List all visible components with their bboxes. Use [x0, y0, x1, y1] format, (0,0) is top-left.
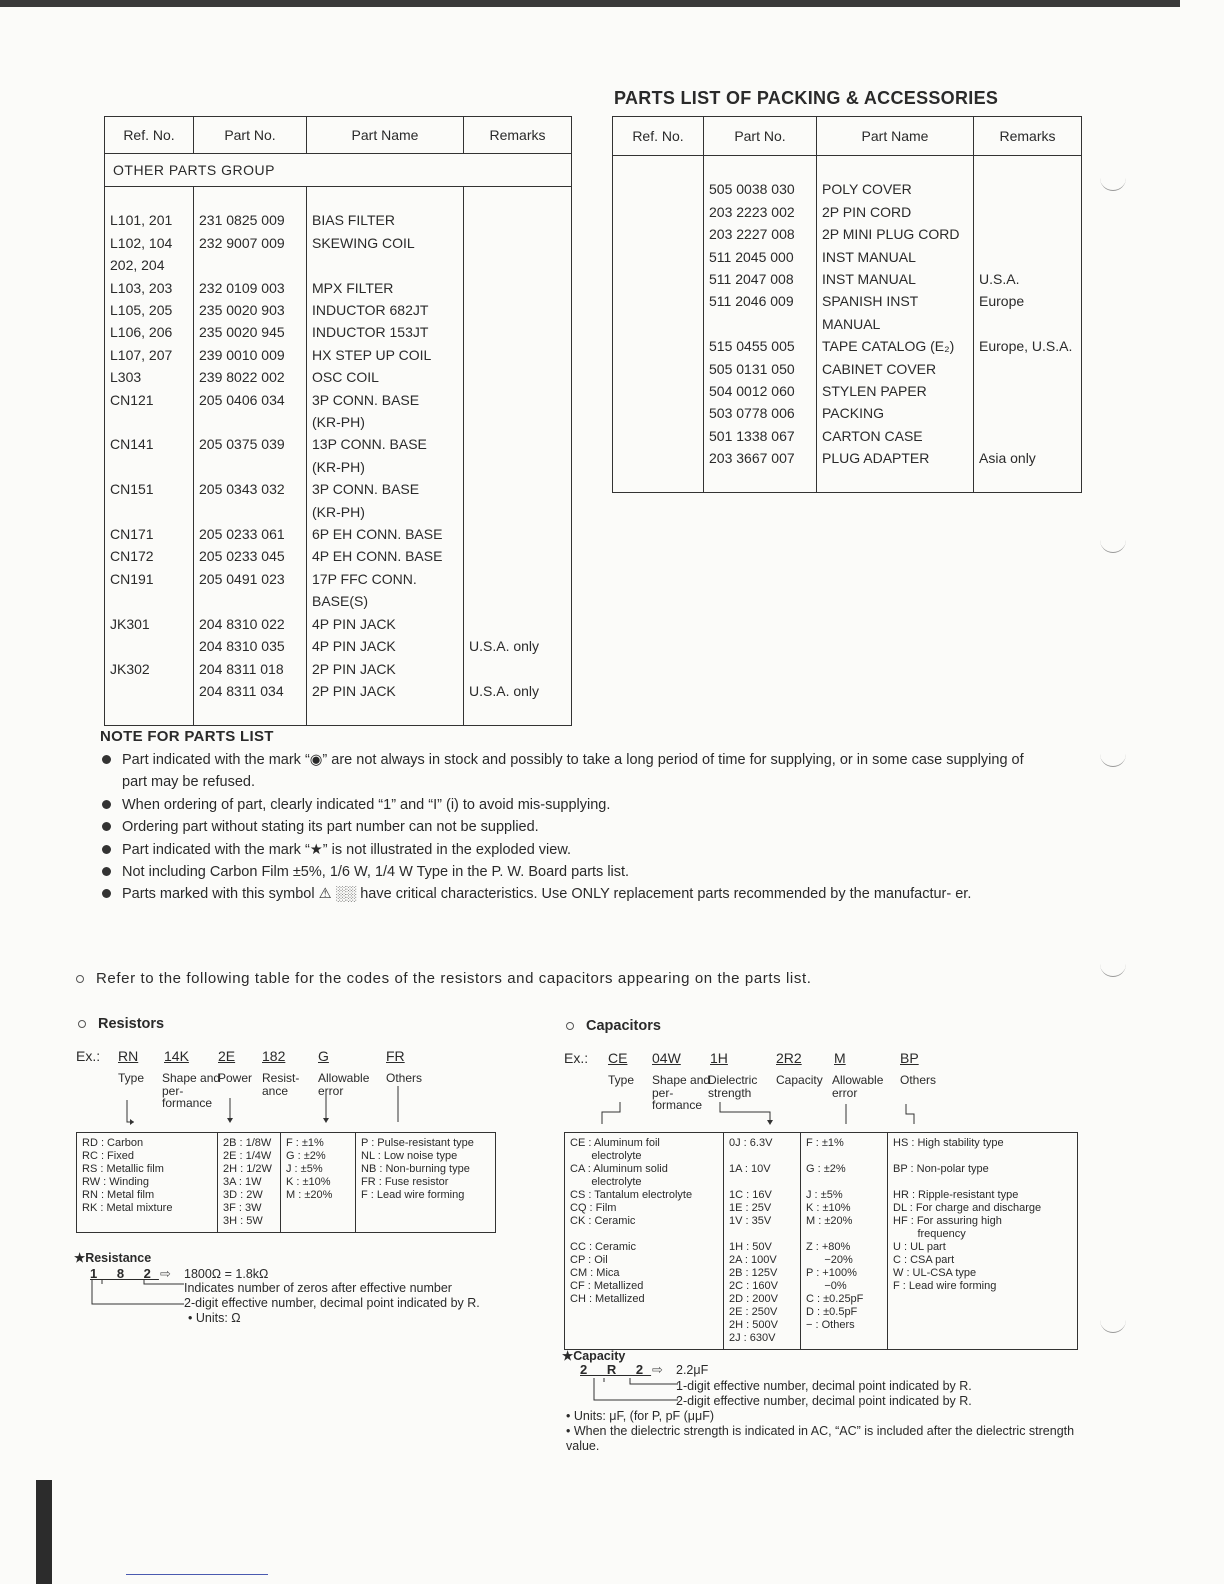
remarks-cell: [464, 299, 572, 321]
remarks-cell: Europe: [974, 290, 1082, 312]
capacity-note-1: 1-digit effective number, decimal point indicated by R.: [676, 1379, 972, 1393]
capacity-example: 2 R 2: [580, 1362, 652, 1377]
refer-text: Refer to the following table for the codes of the resistors and capacitors appearing on the parts list.: [76, 970, 812, 987]
part-no-cell: 205 0406 034: [194, 389, 307, 411]
remarks-cell: [464, 321, 572, 343]
part-no-cell: 232 0109 003: [194, 277, 307, 299]
part-no-cell: 515 0455 005: [704, 335, 817, 357]
resistor-type-codes: RD : Carbon RC : Fixed RS : Metallic film RW : Winding RN : Metal film RK : Metal mixture: [82, 1137, 173, 1214]
punch-hole-mark: [1100, 176, 1126, 191]
table-row: [613, 223, 1082, 245]
remarks-cell: [464, 411, 572, 433]
ref-no-cell: [613, 313, 704, 335]
note-item: Ordering part without stating its part number can not be supplied.: [100, 816, 1040, 838]
ref-no-cell: CN172: [110, 548, 154, 565]
part-no-cell: [704, 313, 817, 335]
table-row: [613, 380, 1082, 402]
resistor-code-resistance: 182: [262, 1048, 286, 1064]
resistor-code-power: 2E: [218, 1048, 236, 1064]
table-row: [613, 425, 1082, 447]
table-row: [105, 366, 572, 388]
table-row: [105, 680, 572, 702]
part-name-cell: INDUCTOR 682JT: [307, 299, 464, 321]
remarks-cell: [464, 501, 572, 523]
remarks-cell: [464, 478, 572, 500]
part-name-cell: TAPE CATALOG (E₂): [817, 335, 974, 357]
remarks-cell: [974, 246, 1082, 268]
remarks-cell: [464, 456, 572, 478]
capacitor-voltage-codes: 0J : 6.3V 1A : 10V 1C : 16V 1E : 25V 1V : 35V 1H : 50V 2A : 100V 2B : 125V 2C : 160V 2D : 200V 2E : 250V 2H : 500V 2J : 630V: [724, 1133, 801, 1350]
part-no-cell: [194, 501, 307, 523]
part-name-cell: (KR-PH): [307, 411, 464, 433]
resistor-power-codes: 2B : 1/8W 2E : 1/4W 2H : 1/2W 3A : 1W 3D : 2W 3F : 3W 3H : 5W: [218, 1133, 281, 1233]
part-name-cell: BIAS FILTER: [307, 209, 464, 231]
part-no-cell: [194, 590, 307, 612]
table-row: [613, 358, 1082, 380]
part-name-cell: INDUCTOR 153JT: [307, 321, 464, 343]
ref-no-cell: L105, 205: [110, 302, 173, 319]
capacity-note-2: 2-digit effective number, decimal point indicated by R.: [676, 1394, 972, 1408]
note-item: Part indicated with the mark “◉” are not always in stock and possibly to take a long period of time for supplying, or in some case supplying of part may be refused.: [100, 749, 1040, 794]
ref-no-cell: L101, 201: [110, 212, 173, 229]
remarks-cell: [464, 613, 572, 635]
resistor-ex-label: Ex.:: [76, 1048, 101, 1064]
ref-no-cell: [613, 380, 704, 402]
table-row: [613, 178, 1082, 200]
ref-no-cell: L102, 104: [110, 234, 173, 251]
capacitor-label-dielectric: Dielectric strength: [708, 1073, 758, 1100]
part-name-cell: 3P CONN. BASE: [307, 478, 464, 500]
capacitor-code-table: [564, 1132, 1078, 1350]
table-row: [105, 456, 572, 478]
remarks-cell: [974, 358, 1082, 380]
part-name-cell: 4P EH CONN. BASE: [307, 545, 464, 567]
remarks-cell: [974, 402, 1082, 424]
remarks-cell: [464, 658, 572, 680]
arrow-icon: ⇨: [160, 1266, 171, 1281]
notes-title: NOTE FOR PARTS LIST: [100, 728, 274, 745]
ref-no-cell: [105, 411, 194, 433]
ref-no-cell: [105, 680, 194, 702]
ref-no-cell: [613, 402, 704, 424]
remarks-cell: [974, 178, 1082, 200]
part-no-cell: 504 0012 060: [704, 380, 817, 402]
ref-no-cell: [105, 501, 194, 523]
capacitor-error-codes: F : ±1% G : ±2% J : ±5% K : ±10% M : ±20% Z : +80% −20% P : +100% −0% C : ±0.25pF D : ±0.5pF − : Others: [801, 1133, 888, 1350]
capacitor-code-dielectric: 1H: [710, 1050, 728, 1066]
capacitor-code-capacity: 2R2: [776, 1050, 802, 1066]
resistor-error-codes: F : ±1% G : ±2% J : ±5% K : ±10% M : ±20%: [281, 1133, 356, 1233]
table-row: [105, 590, 572, 612]
part-no-cell: 239 0010 009: [194, 344, 307, 366]
part-no-cell: 205 0491 023: [194, 568, 307, 590]
resistor-code-shape: 14K: [164, 1048, 189, 1064]
capacitor-ex-label: Ex.:: [564, 1050, 589, 1066]
part-name-cell: PACKING: [817, 402, 974, 424]
remarks-cell: [464, 545, 572, 567]
part-name-cell: 2P PIN JACK: [307, 680, 464, 702]
header-part-no: Part No.: [194, 117, 307, 154]
remarks-cell: [464, 277, 572, 299]
part-no-cell: 203 3667 007: [704, 447, 817, 469]
header-ref-no: Ref. No.: [105, 117, 194, 154]
remarks-cell: [464, 232, 572, 254]
part-no-cell: 501 1338 067: [704, 425, 817, 447]
resistor-code-table: [76, 1132, 496, 1233]
table-row: [105, 568, 572, 590]
ref-no-cell: 202, 204: [110, 257, 165, 274]
capacitor-label-error: Allowable error: [832, 1073, 884, 1100]
table-row: [613, 335, 1082, 357]
remarks-cell: [974, 425, 1082, 447]
ref-no-cell: CN171: [110, 526, 154, 543]
remarks-cell: Asia only: [974, 447, 1082, 469]
resistor-label-error: Allowable error: [318, 1071, 370, 1098]
ref-no-cell: [613, 246, 704, 268]
part-no-cell: 205 0233 045: [194, 545, 307, 567]
packing-table: [612, 116, 1082, 493]
table-row: [613, 246, 1082, 268]
resistor-label-type: Type: [118, 1071, 145, 1085]
part-name-cell: 6P EH CONN. BASE: [307, 523, 464, 545]
punch-hole-mark: [1100, 962, 1126, 977]
group-title: OTHER PARTS GROUP: [105, 154, 572, 187]
part-no-cell: 239 8022 002: [194, 366, 307, 388]
header-part-name: Part Name: [817, 117, 974, 156]
capacitor-others-codes: HS : High stability type BP : Non-polar type HR : Ripple-resistant type DL : For charge and discharge HF : For assuring high frequency U : UL part C : CSA part W : UL-CSA type F : Lead wire forming: [888, 1133, 1078, 1350]
ref-no-cell: [105, 456, 194, 478]
ref-no-cell: L107, 207: [110, 346, 173, 363]
table-row: [105, 523, 572, 545]
remarks-cell: [464, 366, 572, 388]
part-name-cell: 13P CONN. BASE: [307, 433, 464, 455]
resistance-example: 1 8 2: [90, 1266, 159, 1281]
capacitor-code-others: BP: [900, 1050, 919, 1066]
table-row: [105, 277, 572, 299]
part-no-cell: 203 2223 002: [704, 201, 817, 223]
remarks-cell: [464, 389, 572, 411]
part-no-cell: 511 2046 009: [704, 290, 817, 312]
table-row: [105, 389, 572, 411]
part-no-cell: 511 2047 008: [704, 268, 817, 290]
capacitor-label-others: Others: [900, 1073, 937, 1087]
part-no-cell: 232 9007 009: [194, 232, 307, 254]
capacitor-code-type: CE: [608, 1050, 628, 1066]
capacitor-code-error: M: [834, 1050, 846, 1066]
remarks-cell: [464, 344, 572, 366]
part-name-cell: 3P CONN. BASE: [307, 389, 464, 411]
remarks-cell: [464, 523, 572, 545]
resistor-label-power: Power: [218, 1071, 253, 1085]
other-parts-table: [104, 116, 572, 726]
punch-hole-mark: [1100, 752, 1126, 767]
ref-no-cell: [105, 635, 194, 657]
remarks-cell: [974, 201, 1082, 223]
remarks-cell: Europe, U.S.A.: [974, 335, 1082, 357]
part-no-cell: 205 0343 032: [194, 478, 307, 500]
ref-no-cell: [613, 268, 704, 290]
ref-no-cell: CN191: [110, 570, 154, 587]
resistance-note-2: 2-digit effective number, decimal point indicated by R.: [184, 1296, 480, 1310]
part-no-cell: [194, 254, 307, 276]
resistor-others-codes: P : Pulse-resistant type NL : Low noise type NB : Non-burning type FR : Fuse resistor F : Lead wire forming: [356, 1133, 496, 1233]
part-name-cell: 17P FFC CONN.: [307, 568, 464, 590]
table-row: [105, 433, 572, 455]
capacitor-label-capacity: Capacity: [776, 1073, 823, 1087]
resistor-code-error: G: [318, 1048, 329, 1064]
part-name-cell: PLUG ADAPTER: [817, 447, 974, 469]
part-no-cell: 204 8310 022: [194, 613, 307, 635]
note-item: Not including Carbon Film ±5%, 1/6 W, 1/4 W Type in the P. W. Board parts list.: [100, 861, 1040, 883]
part-name-cell: INST MANUAL: [817, 246, 974, 268]
part-no-cell: 503 0778 006: [704, 402, 817, 424]
capacitor-code-shape: 04W: [652, 1050, 681, 1066]
capacity-title: ★Capacity: [562, 1349, 626, 1363]
part-name-cell: MANUAL: [817, 313, 974, 335]
header-part-name: Part Name: [307, 117, 464, 154]
part-name-cell: [307, 254, 464, 276]
part-no-cell: 235 0020 945: [194, 321, 307, 343]
header-ref-no: Ref. No.: [613, 117, 704, 156]
resistor-label-others: Others: [386, 1071, 423, 1085]
capacitor-label-shape: Shape and per- formance: [652, 1073, 711, 1112]
remarks-cell: [974, 223, 1082, 245]
part-name-cell: SPANISH INST: [817, 290, 974, 312]
part-name-cell: 4P PIN JACK: [307, 635, 464, 657]
part-name-cell: (KR-PH): [307, 456, 464, 478]
packing-title: PARTS LIST OF PACKING & ACCESSORIES: [614, 88, 999, 108]
remarks-cell: U.S.A.: [974, 268, 1082, 290]
header-remarks: Remarks: [464, 117, 572, 154]
ref-no-cell: [105, 590, 194, 612]
resistance-title: ★Resistance: [74, 1251, 152, 1265]
capacity-result: 2.2μF: [676, 1363, 709, 1377]
ref-no-cell: [613, 223, 704, 245]
part-no-cell: 205 0375 039: [194, 433, 307, 455]
ref-no-cell: JK301: [110, 615, 150, 632]
part-no-cell: 204 8311 034: [194, 680, 307, 702]
ref-no-cell: CN141: [110, 436, 154, 453]
part-name-cell: (KR-PH): [307, 501, 464, 523]
ref-no-cell: CN151: [110, 481, 154, 498]
punch-hole-mark: [1100, 538, 1126, 553]
part-no-cell: 511 2045 000: [704, 246, 817, 268]
resistor-label-shape: Shape and per- formance: [162, 1071, 221, 1110]
part-name-cell: OSC COIL: [307, 366, 464, 388]
bottom-rule: [126, 1574, 268, 1575]
ref-no-cell: [613, 335, 704, 357]
resistance-bracket-lines: [88, 1278, 188, 1308]
part-name-cell: 2P PIN CORD: [817, 201, 974, 223]
resistance-note-1: Indicates number of zeros after effective number: [184, 1281, 452, 1295]
part-name-cell: SKEWING COIL: [307, 232, 464, 254]
table-row: [105, 478, 572, 500]
part-no-cell: 204 8311 018: [194, 658, 307, 680]
table-row: [105, 635, 572, 657]
resistance-result: 1800Ω = 1.8kΩ: [184, 1267, 269, 1281]
table-row: [613, 313, 1082, 335]
table-row: [613, 447, 1082, 469]
ref-no-cell: JK302: [110, 660, 150, 677]
remarks-cell: [464, 209, 572, 231]
table-row: [105, 411, 572, 433]
part-no-cell: [194, 456, 307, 478]
resistor-pointer-lines: [110, 1084, 430, 1130]
capacitor-type-codes: CE : Aluminum foil electrolyte CA : Aluminum solid electrolyte CS : Tantalum electrolyte CQ : Film CK : Ceramic CC : Ceramic CP : Oil CM : Mica CF : Metallized CH : Metallized: [570, 1137, 693, 1305]
table-row: [105, 254, 572, 276]
part-name-cell: INST MANUAL: [817, 268, 974, 290]
table-row: [105, 299, 572, 321]
capacity-bracket-lines: [590, 1376, 680, 1406]
ref-no-cell: CN121: [110, 391, 154, 408]
part-no-cell: 203 2227 008: [704, 223, 817, 245]
note-item: Part indicated with the mark “★” is not illustrated in the exploded view.: [100, 839, 1040, 861]
notes-section: [100, 728, 1040, 906]
resistor-code-others: FR: [386, 1048, 405, 1064]
remarks-cell: [464, 433, 572, 455]
table-row: [613, 201, 1082, 223]
table-row: [105, 501, 572, 523]
capacitor-pointer-lines: [596, 1086, 936, 1130]
part-name-cell: STYLEN PAPER: [817, 380, 974, 402]
ref-no-cell: [613, 447, 704, 469]
part-name-cell: HX STEP UP COIL: [307, 344, 464, 366]
table-row: [613, 402, 1082, 424]
table-row: [105, 232, 572, 254]
ref-no-cell: [613, 425, 704, 447]
part-no-cell: 505 0131 050: [704, 358, 817, 380]
part-name-cell: CABINET COVER: [817, 358, 974, 380]
table-row: [105, 658, 572, 680]
arrow-icon: ⇨: [652, 1362, 663, 1377]
punch-hole-mark: [1100, 1318, 1126, 1333]
ref-no-cell: L103, 203: [110, 279, 173, 296]
resistor-code-type: RN: [118, 1048, 139, 1064]
part-no-cell: 235 0020 903: [194, 299, 307, 321]
ref-no-cell: [613, 290, 704, 312]
remarks-cell: [974, 380, 1082, 402]
header-remarks: Remarks: [974, 117, 1082, 156]
ref-no-cell: [613, 201, 704, 223]
table-row: [105, 209, 572, 231]
ref-no-cell: [613, 178, 704, 200]
ref-no-cell: L106, 206: [110, 324, 173, 341]
part-name-cell: MPX FILTER: [307, 277, 464, 299]
part-name-cell: 2P PIN JACK: [307, 658, 464, 680]
binding-edge: [36, 1480, 52, 1584]
part-no-cell: 231 0825 009: [194, 209, 307, 231]
capacity-ac-note: • When the dielectric strength is indicated in AC, “AC” is included after the dielectric strength value.: [566, 1424, 1075, 1453]
table-row: [613, 290, 1082, 312]
remarks-cell: [464, 568, 572, 590]
header-part-no: Part No.: [704, 117, 817, 156]
table-row: [613, 268, 1082, 290]
remarks-cell: U.S.A. only: [464, 680, 572, 702]
part-name-cell: CARTON CASE: [817, 425, 974, 447]
part-name-cell: 4P PIN JACK: [307, 613, 464, 635]
table-row: [105, 613, 572, 635]
capacitors-heading: Capacitors: [566, 1018, 661, 1034]
note-item: When ordering of part, clearly indicated “1” and “I” (i) to avoid mis-supplying.: [100, 794, 1040, 816]
resistors-heading: Resistors: [78, 1016, 164, 1032]
table-row: [105, 545, 572, 567]
capacity-units-note: • Units: μF, (for P, pF (μμF): [566, 1409, 714, 1423]
part-no-cell: [194, 411, 307, 433]
part-no-cell: 205 0233 061: [194, 523, 307, 545]
remarks-cell: U.S.A. only: [464, 635, 572, 657]
note-item: Parts marked with this symbol ⚠ ░░ have critical characteristics. Use ONLY replacement parts recommended by the manufactur- er.: [100, 883, 1040, 905]
remarks-cell: [464, 590, 572, 612]
remarks-cell: [974, 313, 1082, 335]
ref-no-cell: [613, 358, 704, 380]
ref-no-cell: L303: [110, 369, 142, 386]
top-edge-bar: [0, 0, 1180, 7]
part-name-cell: BASE(S): [307, 590, 464, 612]
part-no-cell: 505 0038 030: [704, 178, 817, 200]
resistance-units: • Units: Ω: [188, 1311, 241, 1325]
resistor-label-resistance: Resist- ance: [262, 1071, 300, 1098]
part-name-cell: POLY COVER: [817, 178, 974, 200]
part-name-cell: 2P MINI PLUG CORD: [817, 223, 974, 245]
remarks-cell: [464, 254, 572, 276]
part-no-cell: 204 8310 035: [194, 635, 307, 657]
capacitor-label-type: Type: [608, 1073, 635, 1087]
table-row: [105, 321, 572, 343]
table-row: [105, 344, 572, 366]
